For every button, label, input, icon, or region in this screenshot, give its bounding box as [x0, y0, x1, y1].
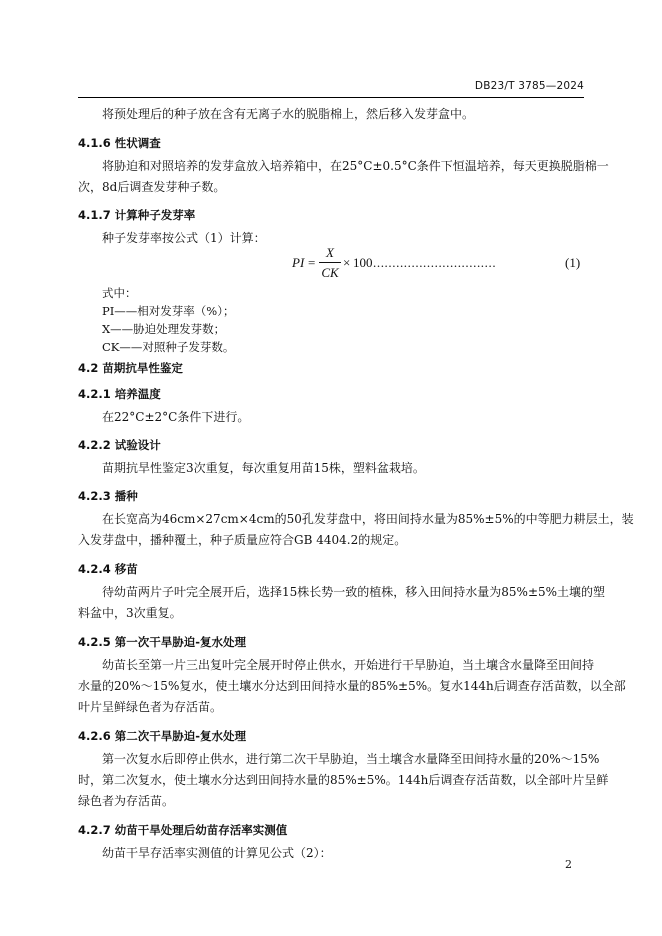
- legend-item-x: X——胁迫处理发芽数；: [102, 322, 226, 336]
- legend-item-pi: PI——相对发芽率（%）；: [102, 304, 235, 318]
- heading-4-2-2: 4.2.2 试验设计: [78, 438, 161, 452]
- document-id: DB23/T 3785—2024: [474, 80, 584, 92]
- formula-denominator: CK: [321, 265, 339, 280]
- paragraph-culture-temperature: 在22°C±2°C条件下进行。: [102, 410, 250, 424]
- paragraph-first-drought-line3: 叶片呈鲜绿色者为存活苗。: [78, 700, 223, 714]
- formula-leader-dots: ................................: [373, 255, 497, 270]
- paragraph-formula-intro: 种子发芽率按公式（1）计算：: [102, 231, 266, 245]
- page-number: 2: [565, 858, 572, 871]
- formula-lhs: PI: [292, 255, 305, 270]
- formula-constant: 100: [353, 255, 373, 270]
- formula-number: (1): [565, 255, 581, 270]
- paragraph-trait-survey-line1: 将胁迫和对照培养的发芽盒放入培养箱中，在25°C±0.5°C条件下恒温培养，每天更换脱脂棉一: [102, 159, 609, 173]
- heading-4-2-7: 4.2.7 幼苗干旱处理后幼苗存活率实测值: [78, 823, 288, 837]
- paragraph-second-drought-line2: 时，第二次复水，使土壤水分达到田间持水量的85%±5%。144h后调查存活苗数，以全部叶片呈鲜: [78, 773, 609, 787]
- heading-4-1-7: 4.1.7 计算种子发芽率: [78, 208, 196, 222]
- paragraph-sowing-line2: 入发芽盘中，播种覆土，种子质量应符合GB 4404.2的规定。: [78, 533, 407, 547]
- paragraph-transplant-line2: 料盆中，3次重复。: [78, 606, 182, 620]
- heading-4-2-6: 4.2.6 第二次干旱胁迫-复水处理: [78, 729, 247, 743]
- legend-title: 式中：: [102, 286, 137, 300]
- paragraph-second-drought-line3: 绿色者为存活苗。: [78, 794, 175, 808]
- paragraph-second-drought-line1: 第一次复水后即停止供水，进行第二次干旱胁迫，当土壤含水量降至田间持水量的20%～15%: [102, 752, 600, 766]
- paragraph-first-drought-line2: 水量的20%～15%复水，使土壤水分达到田间持水量的85%±5%。复水144h后调查存活苗数，以全部: [78, 679, 626, 693]
- legend-item-ck: CK——对照种子发芽数。: [102, 340, 235, 354]
- formula-numerator: X: [326, 245, 334, 260]
- paragraph-experiment-design: 苗期抗旱性鉴定3次重复，每次重复用苗15株，塑料盆栽培。: [102, 461, 425, 475]
- heading-4-2-3: 4.2.3 播种: [78, 489, 138, 503]
- paragraph-seed-placement: 将预处理后的种子放在含有无离子水的脱脂棉上，然后移入发芽盒中。: [102, 107, 475, 121]
- heading-4-2-1: 4.2.1 培养温度: [78, 387, 161, 401]
- paragraph-sowing-line1: 在长宽高为46cm×27cm×4cm的50孔发芽盘中，将田间持水量为85%±5%的中等肥力耕层土，装: [102, 512, 634, 526]
- paragraph-trait-survey-line2: 次，8d后调查发芽种子数。: [78, 180, 226, 194]
- paragraph-transplant-line1: 待幼苗两片子叶完全展开后，选择15株长势一致的植株，移入田间持水量为85%±5%土壤的塑: [102, 585, 606, 599]
- formula-equals: =: [308, 255, 316, 270]
- heading-4-1-6: 4.1.6 性状调查: [78, 136, 161, 150]
- paragraph-survival-formula-intro: 幼苗干旱存活率实测值的计算见公式（2）：: [102, 846, 332, 860]
- heading-4-2-4: 4.2.4 移苗: [78, 562, 138, 576]
- paragraph-first-drought-line1: 幼苗长至第一片三出复叶完全展开时停止供水，开始进行干旱胁迫，当土壤含水量降至田间持: [102, 658, 595, 672]
- heading-4-2-5: 4.2.5 第一次干旱胁迫-复水处理: [78, 635, 247, 649]
- formula-times: ×: [343, 255, 351, 270]
- formula-fraction-bar: [319, 262, 341, 263]
- header-rule: [78, 97, 584, 98]
- heading-4-2: 4.2 苗期抗旱性鉴定: [78, 361, 183, 375]
